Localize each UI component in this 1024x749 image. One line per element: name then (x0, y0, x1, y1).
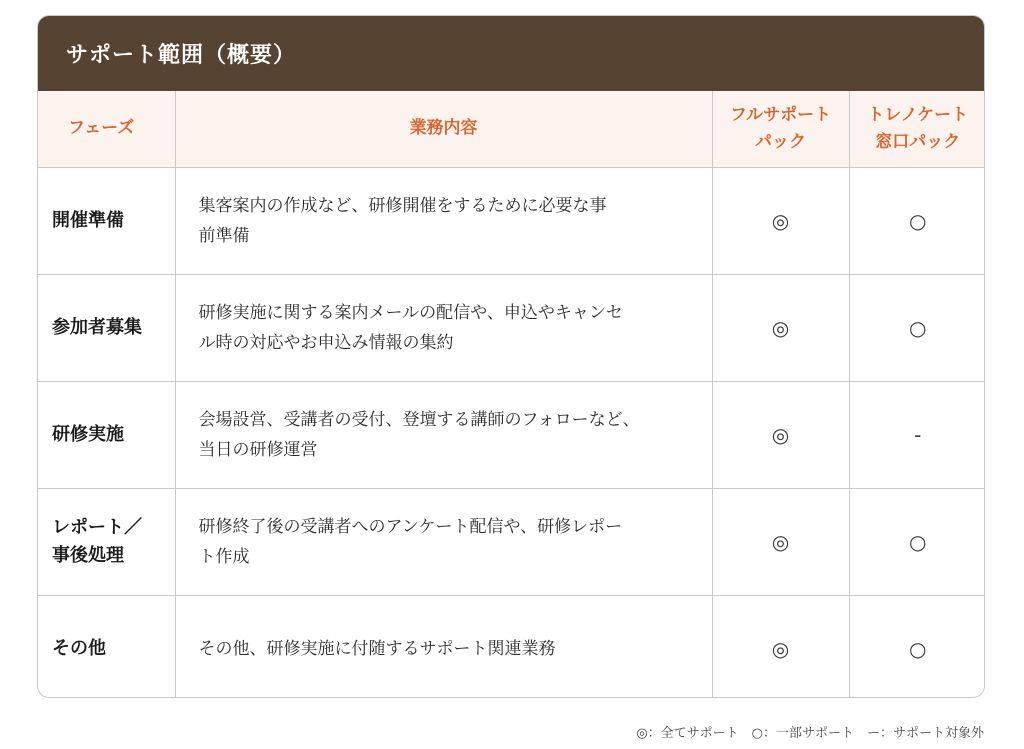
phase-cell (38, 488, 175, 595)
window-pack-mark: - (849, 381, 985, 488)
table-row (38, 595, 985, 698)
phase-cell (38, 595, 175, 698)
page-title: サポート範囲（概要） (66, 43, 297, 68)
table-header-row (38, 91, 985, 167)
header-full-support (712, 91, 849, 167)
table-row (38, 167, 985, 274)
description-cell (175, 595, 712, 698)
header-full-support-line2: パック (755, 131, 806, 152)
description-line: 研修実施に関する案内メールの配信や、申込やキャンセ (198, 302, 623, 323)
phase-label: 研修実施 (52, 423, 124, 445)
description-cell (175, 167, 712, 274)
description-line: 会場設営、受講者の受付、登壇する講師のフォローなど、 (198, 409, 640, 430)
table-row (38, 488, 985, 595)
table-row (38, 381, 985, 488)
title-bar (38, 16, 984, 91)
phase-label: 参加者募集 (52, 316, 142, 338)
description-cell (175, 488, 712, 595)
description-line: ル時の対応やお申込み情報の集約 (198, 332, 454, 353)
window-pack-mark: ○ (849, 488, 985, 595)
support-scope-card (37, 15, 985, 698)
description-cell (175, 274, 712, 381)
header-phase: フェーズ (38, 91, 175, 167)
phase-cell (38, 381, 175, 488)
support-scope-table (38, 91, 985, 698)
full-support-mark: ◎ (712, 167, 849, 274)
header-full-support-line1: フルサポート (729, 104, 832, 125)
phase-label: 事後処理 (52, 544, 124, 566)
full-support-mark: ◎ (712, 381, 849, 488)
description-cell (175, 381, 712, 488)
description-line: 集客案内の作成など、研修開催をするために必要な事 (198, 195, 607, 216)
header-window-pack-line1: トレノケート (867, 104, 969, 125)
table-row (38, 274, 985, 381)
header-window-pack-line2: 窓口パック (875, 131, 961, 152)
full-support-mark: ◎ (712, 274, 849, 381)
window-pack-mark: ○ (849, 274, 985, 381)
window-pack-mark: ○ (909, 636, 927, 661)
phase-cell (38, 274, 175, 381)
full-support-mark: ◎ (712, 595, 849, 698)
phase-label: 開催準備 (52, 209, 124, 231)
full-support-mark: ◎ (712, 488, 849, 595)
header-window-pack (849, 91, 985, 167)
description-line: 当日の研修運営 (198, 439, 318, 460)
header-content: 業務内容 (175, 91, 712, 167)
description-line: ト作成 (198, 546, 250, 567)
description-line: その他、研修実施に付随するサポート関連業務 (198, 638, 556, 659)
phase-cell (38, 167, 175, 274)
phase-label: レポート／ (52, 516, 142, 538)
window-pack-mark: ○ (849, 167, 985, 274)
phase-label: その他 (52, 637, 106, 659)
description-line: 研修終了後の受講者へのアンケート配信や、研修レポー (198, 516, 623, 537)
legend-note: ◎：全てサポート ○：一部サポート ー：サポート対象外 (636, 726, 984, 741)
description-line: 前準備 (198, 225, 250, 246)
